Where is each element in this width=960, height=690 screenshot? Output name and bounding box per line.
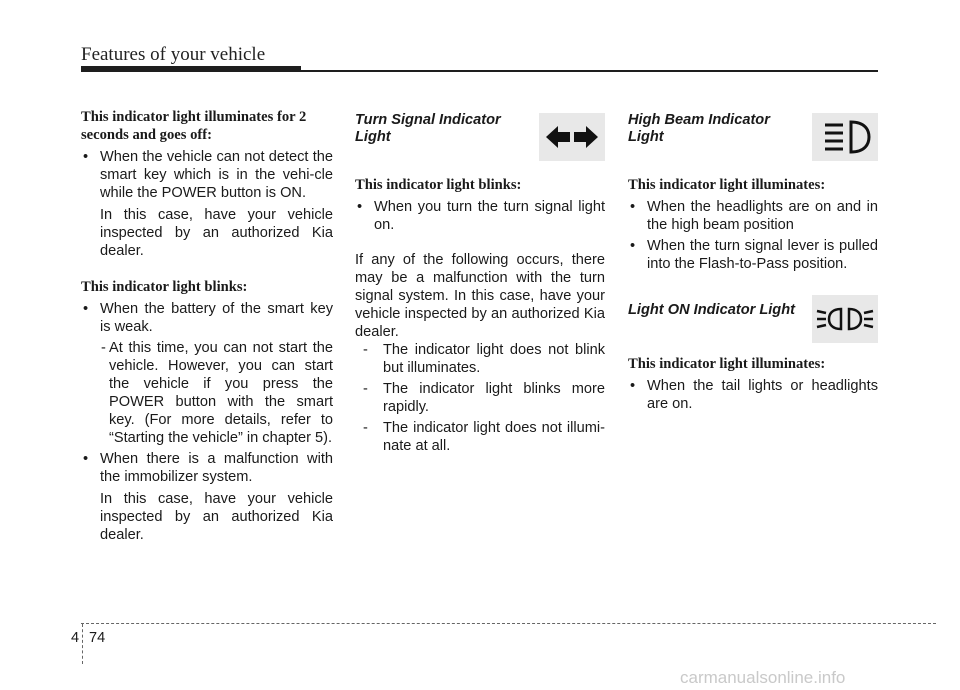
chapter-number: 4 — [71, 630, 80, 646]
col2-dash-1 — [355, 341, 605, 377]
column-3 — [628, 108, 878, 416]
col1-bullet-2 — [81, 300, 333, 336]
col1-heading-1: This indicator light illuminates for 2 seconds and goes off: — [81, 109, 307, 143]
bullet-dot: • — [630, 199, 636, 215]
col1-bullet-3-text: When there is a malfunction with the immobilizer system. — [100, 451, 333, 485]
turn-signal-title: Turn Signal Indicator Light — [355, 112, 501, 145]
dash-mark: - — [101, 340, 106, 356]
col3-heading-2: This indicator light illuminates: — [628, 356, 826, 372]
footer-rule — [81, 623, 936, 624]
col1-heading-2: This indicator light blinks: — [81, 279, 248, 295]
col1-dash-1 — [81, 339, 333, 447]
col3-bullet-2 — [628, 237, 878, 273]
col1-bullet-3-sub: In this case, have your vehicle inspected by an authorized Kia dealer. — [100, 491, 333, 543]
header-rule-thin — [301, 70, 878, 72]
page-number-divider — [82, 624, 83, 664]
column-2 — [355, 108, 605, 458]
high-beam-title: High Beam Indicator Light — [628, 112, 770, 145]
col2-dash-3-text: The indicator light does not illumi-nate at all. — [383, 420, 605, 454]
col3-bullet-1 — [628, 198, 878, 234]
col1-bullet-3 — [81, 450, 333, 486]
col2-dash-3 — [355, 419, 605, 455]
col3-bullet-3-text: When the tail lights or headlights are on. — [647, 378, 878, 412]
col2-dash-2 — [355, 380, 605, 416]
col1-bullet-1-text: When the vehicle can not detect the smart key which is in the vehi-cle while the POWER button is ON. — [100, 149, 333, 201]
col1-bullet-2-text: When the battery of the smart key is weak. — [100, 301, 333, 335]
header-rule-thick — [81, 66, 301, 72]
header-title: Features of your vehicle — [81, 44, 266, 65]
bullet-dot: • — [83, 149, 89, 165]
col3-bullet-2-text: When the turn signal lever is pulled into the Flash-to-Pass position. — [647, 238, 878, 272]
column-1 — [81, 108, 333, 548]
col1-bullet-1 — [81, 148, 333, 202]
col3-bullet-3 — [628, 377, 878, 413]
col2-bullet-1-text: When you turn the turn signal light on. — [374, 199, 605, 233]
dash-mark: - — [363, 342, 368, 358]
col1-bullet-1-sub: In this case, have your vehicle inspected by an authorized Kia dealer. — [100, 207, 333, 259]
col2-bullet-1 — [355, 198, 605, 234]
col2-paragraph: If any of the following occurs, there may be a malfunction with the turn signal system. In this case, have your vehicle inspected by an authorized Kia dealer. — [355, 252, 605, 340]
col2-dash-2-text: The indicator light blinks more rapidly. — [383, 381, 605, 415]
dash-mark: - — [363, 381, 368, 397]
col2-heading: This indicator light blinks: — [355, 177, 522, 193]
bullet-dot: • — [83, 451, 89, 467]
col3-bullet-1-text: When the headlights are on and in the high beam position — [647, 199, 878, 233]
bullet-dot: • — [357, 199, 363, 215]
bullet-dot: • — [630, 378, 636, 394]
watermark: carmanualsonline.info — [680, 668, 846, 687]
col2-dash-1-text: The indicator light does not blink but illuminates. — [383, 342, 605, 376]
light-on-title: Light ON Indicator Light — [628, 302, 795, 318]
page-number: 74 — [89, 630, 106, 646]
col3-heading-1: This indicator light illuminates: — [628, 177, 826, 193]
col1-dash-1-text: At this time, you can not start the vehicle. However, you can start the vehicle if you press the POWER button with the smart key. (For more details, refer to “Starting the vehicle” in chapter 5). — [109, 340, 333, 446]
bullet-dot: • — [83, 301, 89, 317]
dash-mark: - — [363, 420, 368, 436]
bullet-dot: • — [630, 238, 636, 254]
